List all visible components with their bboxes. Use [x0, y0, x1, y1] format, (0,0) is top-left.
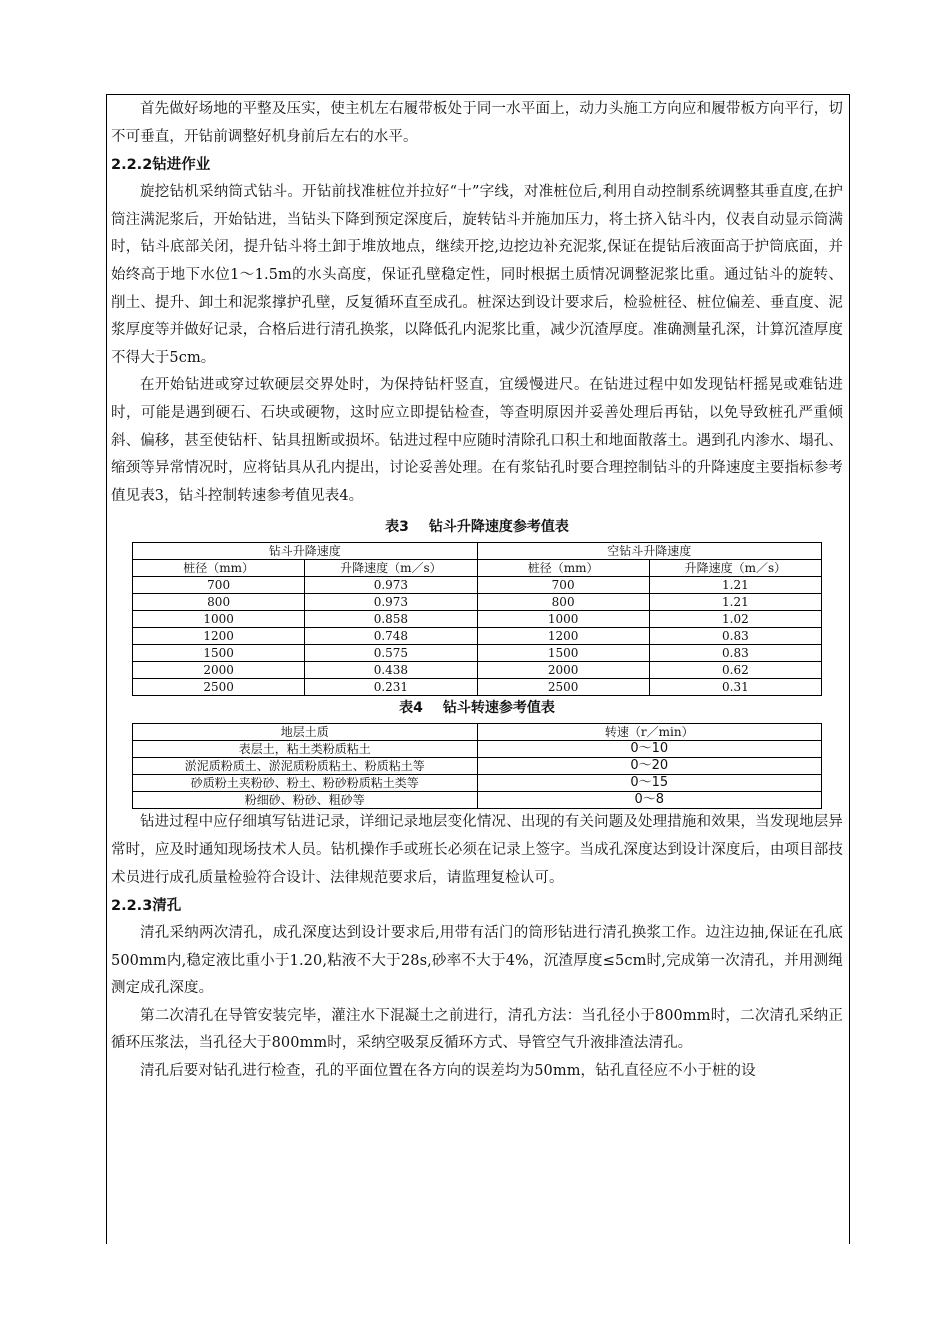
table4-column-header: 地层土质: [133, 724, 478, 741]
table3-column-header: 升降速度（m／s）: [649, 560, 821, 577]
table-cell: 2000: [133, 662, 305, 679]
paragraph-drilling-2: 在开始钻进或穿过软硬层交界处时，为保持钻杆竖直，宜缓慢进尺。在钻进过程中如发现钻杆摇晃或难钻进时，可能是遇到硬石、石块或硬物，这时应立即提钻检查，等查明原因并妥善处理后再钻，以免导致桩孔严重倾斜、偏移，甚至使钻杆、钻具扭断或损坏。钻进过程中应随时清除孔口积土和地面散落土。遇到孔内渗水、塌孔、缩颈等异常情况时，应将钻具从孔内提出，讨论妥善处理。在有浆钻孔时要合理控制钻斗的升降速度主要指标参考值见表3，钻斗控制转速参考值见表4。: [111, 377, 843, 504]
table4-caption: [111, 697, 843, 719]
document-body: [111, 96, 843, 1086]
table3-group-header: 钻斗升降速度: [133, 543, 478, 560]
section-heading-hole-cleaning: 2.2.3清孔: [111, 898, 182, 915]
table-row: [133, 611, 822, 628]
paragraph-site-preparation: 首先做好场地的平整及压实，使主机左右履带板处于同一水平面上，动力头施工方向应和履带板方向平行，切不可垂直，开钻前调整好机身前后左右的水平。: [111, 101, 843, 145]
table-cell: 1200: [133, 628, 305, 645]
table-cell: 0～10: [477, 741, 822, 758]
table3-group-header: 空钻斗升降速度: [477, 543, 822, 560]
table-cell: 800: [477, 594, 649, 611]
table-cell: 2500: [133, 679, 305, 696]
table-cell: 0.83: [649, 628, 821, 645]
table4-bucket-rotation: [132, 723, 822, 809]
table-row: [133, 662, 822, 679]
table-cell: 0.575: [305, 645, 477, 662]
table-cell: 0.748: [305, 628, 477, 645]
paragraph-cleaning-2: 第二次清孔在导管安装完毕，灌注水下混凝土之前进行，清孔方法：当孔径小于800mm时，二次清孔采纳正循环压浆法，当孔径大于800mm时，采纳空吸泵反循环方式、导管空气升液排渣法清孔。: [111, 1007, 843, 1052]
table-cell: 淤泥质粉质土、淤泥质粉质粘土、粉质粘土等: [133, 758, 478, 775]
table-cell: 0～15: [477, 775, 822, 792]
table-cell: 800: [133, 594, 305, 611]
table4-column-header: 转速（r／min）: [477, 724, 822, 741]
table3-group-header-row: [133, 543, 822, 560]
table-cell: 1500: [133, 645, 305, 662]
table3-caption-title: 钻斗升降速度参考值表: [428, 519, 569, 536]
table-cell: 0～20: [477, 758, 822, 775]
paragraph-cleaning-3: 清孔后要对钻孔进行检查，孔的平面位置在各方向的误差均为50mm，钻孔直径应不小于桩的设: [140, 1063, 756, 1080]
table-row: [133, 679, 822, 696]
table-cell: 0.62: [649, 662, 821, 679]
table-cell: 0.83: [649, 645, 821, 662]
table4-caption-number: 表4: [399, 700, 423, 717]
table-cell: 0.438: [305, 662, 477, 679]
table-cell: 1200: [477, 628, 649, 645]
table-row: [133, 741, 822, 758]
table-row: [133, 628, 822, 645]
table-row: [133, 645, 822, 662]
table-cell: 700: [477, 577, 649, 594]
table3-column-header: 桩径（mm）: [477, 560, 649, 577]
table3-column-header: 升降速度（m／s）: [305, 560, 477, 577]
table-cell: 0.858: [305, 611, 477, 628]
paragraph-cleaning-1: 清孔采纳两次清孔，成孔深度达到设计要求后,用带有活门的筒形钻进行清孔换浆工作。边注边抽,保证在孔底500mm内,稳定液比重小于1.20,粘液不大于28s,砂率不大于4%，沉渣厚度≤5cm时,完成第一次清孔，并用测绳测定成孔深度。: [111, 925, 843, 997]
table-cell: 砂质粉土夹粉砂、粉土、粉砂粉质粘土类等: [133, 775, 478, 792]
table3-column-header-row: [133, 560, 822, 577]
table-cell: 2500: [477, 679, 649, 696]
table-row: [133, 577, 822, 594]
table3-caption: [111, 516, 843, 538]
table-cell: 表层土，粘土类粉质粘土: [133, 741, 478, 758]
table-cell: 0.973: [305, 594, 477, 611]
table3-column-header: 桩径（mm）: [133, 560, 305, 577]
table-row: [133, 594, 822, 611]
table3-bucket-speed: [132, 542, 822, 696]
table-cell: 0.231: [305, 679, 477, 696]
table-cell: 2000: [477, 662, 649, 679]
table-cell: 1.21: [649, 594, 821, 611]
table-cell: 700: [133, 577, 305, 594]
table-cell: 1.21: [649, 577, 821, 594]
table-row: [133, 792, 822, 809]
table-cell: 1500: [477, 645, 649, 662]
table-cell: 1000: [477, 611, 649, 628]
table-cell: 0～8: [477, 792, 822, 809]
table-cell: 0.31: [649, 679, 821, 696]
table-cell: 粉细砂、粉砂、粗砂等: [133, 792, 478, 809]
table-row: [133, 775, 822, 792]
table-row: [133, 758, 822, 775]
paragraph-drilling-record: 钻进过程中应仔细填写钻进记录，详细记录地层变化情况、出现的有关问题及处理措施和效果，当发现地层异常时，应及时通知现场技术人员。钻机操作手或班长必须在记录上签字。当成孔深度达到设计深度后，由项目部技术员进行成孔质量检验符合设计、法律规范要求后，请监理复检认可。: [111, 814, 843, 886]
table4-caption-title: 钻斗转速参考值表: [442, 700, 555, 717]
table-cell: 1.02: [649, 611, 821, 628]
table-cell: 0.973: [305, 577, 477, 594]
paragraph-drilling-1: 旋挖钻机采纳筒式钻斗。开钻前找准桩位并拉好“十”字线，对准桩位后,利用自动控制系统调整其垂直度,在护筒注满泥浆后，开始钻进，当钻头下降到预定深度后，旋转钻斗并施加压力，将土挤入钻斗内，仪表自动显示筒满时，钻斗底部关闭，提升钻斗将土卸于堆放地点，继续开挖,边挖边补充泥浆,保证在提钻后液面高于护筒底面，并始终高于地下水位1～1.5m的水头高度，保证孔壁稳定性，同时根据土质情况调整泥浆比重。通过钻斗的旋转、削土、提升、卸土和泥浆撑护孔壁，反复循环直至成孔。桩深达到设计要求后，检验桩径、桩位偏差、垂直度、泥浆厚度等并做好记录，合格后进行清孔换浆，以降低孔内泥浆比重，减少沉渣厚度。准确测量孔深，计算沉渣厚度不得大于5cm。: [111, 184, 843, 366]
section-heading-drilling: 2.2.2钻进作业: [111, 157, 211, 174]
table4-column-header-row: [133, 724, 822, 741]
table-cell: 1000: [133, 611, 305, 628]
table3-caption-number: 表3: [385, 519, 409, 536]
